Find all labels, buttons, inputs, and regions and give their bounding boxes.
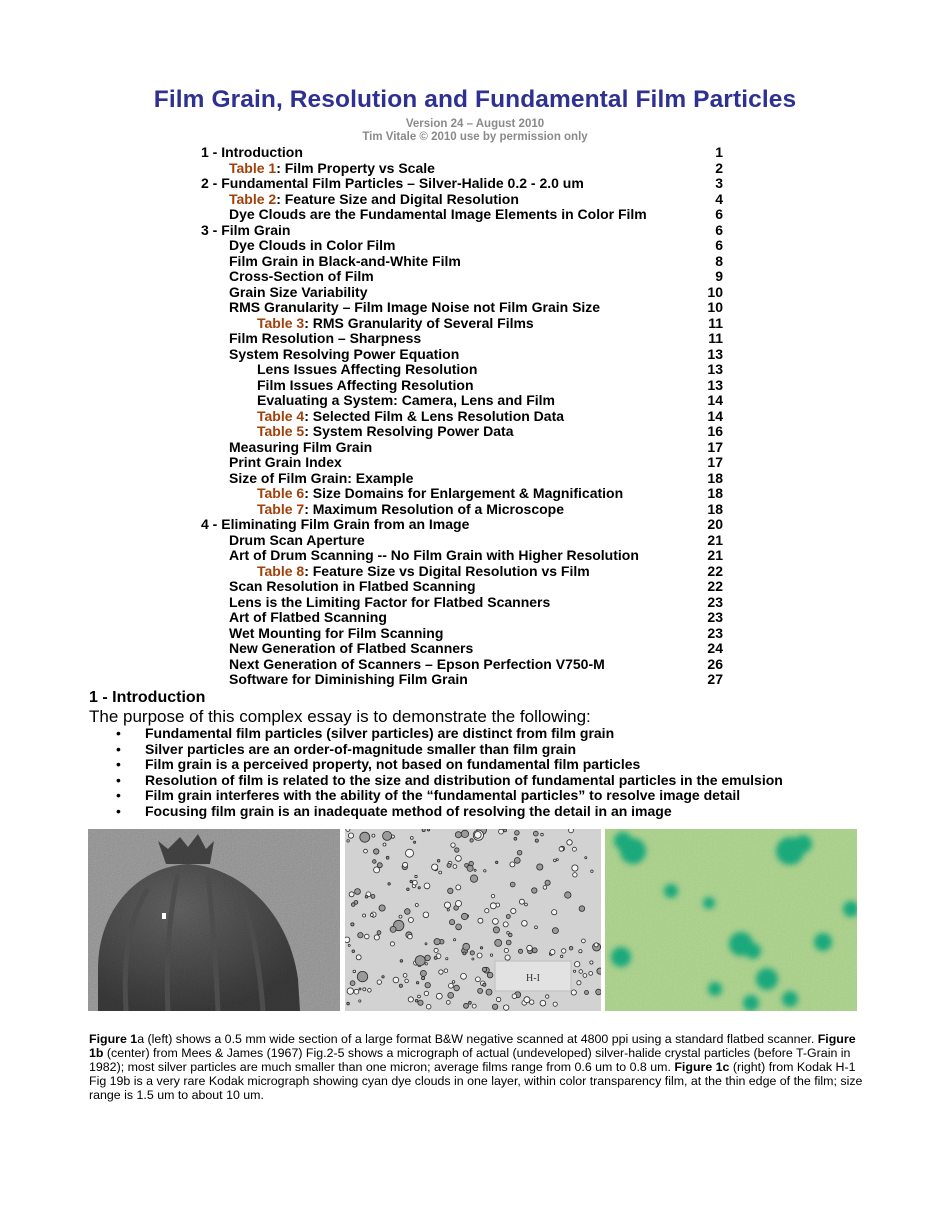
toc-page-number: 16 bbox=[707, 423, 723, 439]
toc-page-number: 9 bbox=[715, 268, 723, 284]
bullet-item: • Fundamental film particles (silver particles) are distinct from film grain bbox=[116, 726, 876, 742]
toc-entry bbox=[201, 595, 723, 611]
toc-page-number: 21 bbox=[707, 531, 723, 548]
caption-fig1c-label: Figure 1c bbox=[674, 1060, 730, 1074]
toc-entry bbox=[201, 300, 723, 316]
toc-entry-text: : Film Property vs Scale bbox=[276, 159, 435, 176]
toc-entry-text: Print Grain Index bbox=[229, 454, 342, 470]
toc-page-number: 3 bbox=[715, 175, 723, 191]
toc-page-number: 26 bbox=[707, 655, 723, 672]
toc-entry-text: Dye Clouds in Color Film bbox=[229, 237, 396, 253]
toc-entry bbox=[201, 548, 723, 564]
bullet-item: • Silver particles are an order-of-magnitude smaller than film grain bbox=[116, 742, 876, 758]
toc-entry bbox=[201, 409, 723, 425]
figure-1b-silver-halide-micrograph bbox=[345, 829, 601, 1011]
toc-entry bbox=[201, 564, 723, 580]
caption-part1: (left) shows a 0.5 mm wide section of a large format B&W negative scanned at 4800 ppi using a standard flatbed scanner. bbox=[144, 1032, 818, 1046]
toc-page-number: 23 bbox=[707, 624, 723, 641]
toc-entry-text: System Resolving Power Equation bbox=[229, 345, 460, 362]
caption-part3: (right) from Kodak H-1 Fig 19b is a very rare Kodak micrograph showing cyan dye clouds in one layer, within color transparency film, at the thin edge of the film; size range is 1.5 um to about 10 um. bbox=[89, 1060, 863, 1102]
bullet-item: • Film grain interferes with the ability of the “fundamental particles” to resolve image detail bbox=[116, 788, 876, 804]
toc-table-ref: Table 1 bbox=[229, 159, 277, 176]
toc-entry-text: Next Generation of Scanners – Epson Perfection V750-M bbox=[229, 655, 605, 672]
toc-entry-text: Drum Scan Aperture bbox=[229, 531, 365, 548]
toc-entry-text: Software for Diminishing Film Grain bbox=[229, 671, 468, 687]
caption-part2: (center) from Mees & James (1967) Fig.2-5 shows a micrograph of actual (undeveloped) silver-halide crystal particles (before T-Grain in 1982); most silver particles are much smaller than one micron; average films range from 0.6 um to 0.8 um. bbox=[89, 1046, 851, 1074]
toc-entry bbox=[201, 285, 723, 301]
toc-page-number: 24 bbox=[707, 640, 723, 656]
toc-entry bbox=[201, 347, 723, 363]
toc-page-number: 22 bbox=[707, 562, 723, 579]
toc-entry-text: : RMS Granularity of Several Films bbox=[304, 314, 534, 331]
toc-page-number: 14 bbox=[707, 407, 723, 424]
toc-entry-text: Cross-Section of Film bbox=[229, 268, 374, 284]
toc-table-ref: Table 8 bbox=[257, 562, 305, 579]
toc-entry bbox=[201, 362, 723, 378]
toc-entry bbox=[201, 517, 723, 533]
toc-page-number: 22 bbox=[707, 578, 723, 594]
toc-page-number: 4 bbox=[715, 190, 723, 207]
toc-entry-text: Lens is the Limiting Factor for Flatbed Scanners bbox=[229, 593, 551, 610]
toc-page-number: 11 bbox=[708, 314, 723, 331]
toc-entry bbox=[201, 254, 723, 270]
figure-1c-cyan-dye-clouds bbox=[605, 829, 857, 1011]
toc-entry bbox=[201, 672, 723, 688]
toc-entry bbox=[201, 145, 723, 161]
toc-page-number: 18 bbox=[707, 500, 723, 517]
author-line: Tim Vitale © 2010 use by permission only bbox=[362, 131, 588, 143]
toc-entry bbox=[201, 641, 723, 657]
toc-entry-text: : System Resolving Power Data bbox=[304, 423, 514, 439]
caption-fig1b-label: Figure 1b bbox=[89, 1032, 856, 1060]
toc-page-number: 6 bbox=[715, 221, 723, 238]
toc-entry-text: Lens Issues Affecting Resolution bbox=[257, 361, 478, 377]
toc-entry bbox=[201, 471, 723, 487]
bullet-item: • Resolution of film is related to the size and distribution of fundamental particles in the emulsion bbox=[116, 773, 876, 789]
toc-entry bbox=[201, 161, 723, 177]
toc-entry bbox=[201, 424, 723, 440]
toc-page-number: 21 bbox=[707, 547, 723, 563]
toc-entry-text: 2 - Fundamental Film Particles – Silver-Halide 0.2 - 2.0 um bbox=[201, 175, 584, 191]
toc-page-number: 20 bbox=[707, 516, 723, 532]
toc-page-number: 18 bbox=[707, 485, 723, 501]
toc-entry-text: RMS Granularity – Film Image Noise not Film Grain Size bbox=[229, 299, 601, 315]
bullet-list bbox=[116, 726, 876, 820]
toc-page-number: 13 bbox=[707, 345, 723, 362]
figure-caption bbox=[89, 1032, 869, 1102]
scale-bar-label: H-I bbox=[526, 973, 540, 984]
toc-entry bbox=[201, 657, 723, 673]
toc-entry bbox=[201, 486, 723, 502]
toc-entry bbox=[201, 207, 723, 223]
toc-entry-text: 4 - Eliminating Film Grain from an Image bbox=[201, 516, 470, 532]
toc-table-ref: Table 3 bbox=[257, 314, 305, 331]
toc-entry-text: Wet Mounting for Film Scanning bbox=[229, 624, 444, 641]
toc-page-number: 10 bbox=[707, 299, 723, 315]
toc-entry-text: Dye Clouds are the Fundamental Image Elements in Color Film bbox=[229, 206, 647, 222]
toc-table-ref: Table 6 bbox=[257, 485, 305, 501]
toc-entry bbox=[201, 269, 723, 285]
toc-page-number: 13 bbox=[707, 376, 723, 393]
toc-entry-text: Art of Flatbed Scanning bbox=[229, 609, 387, 625]
toc-entry-text: New Generation of Flatbed Scanners bbox=[229, 640, 474, 656]
toc-entry-text: Scan Resolution in Flatbed Scanning bbox=[229, 578, 476, 594]
toc-entry bbox=[201, 238, 723, 254]
toc-table-ref: Table 2 bbox=[229, 190, 277, 207]
bullet-item: • Film grain is a perceived property, not based on fundamental film particles bbox=[116, 757, 876, 773]
toc-page-number: 6 bbox=[715, 206, 723, 222]
caption-fig1a-suffix: a bbox=[137, 1032, 145, 1046]
toc-entry-text: : Size Domains for Enlargement & Magnification bbox=[304, 485, 624, 501]
toc-entry-text: Size of Film Grain: Example bbox=[229, 469, 414, 486]
toc-entry-text: Evaluating a System: Camera, Lens and Film bbox=[257, 392, 555, 408]
toc-entry-text: : Maximum Resolution of a Microscope bbox=[304, 500, 565, 517]
toc-page-number: 17 bbox=[707, 438, 723, 455]
toc-entry bbox=[201, 176, 723, 192]
table-of-contents bbox=[201, 145, 723, 688]
document-title: Film Grain, Resolution and Fundamental Film Particles bbox=[153, 86, 797, 113]
toc-page-number: 8 bbox=[715, 252, 723, 269]
toc-entry-text: Film Resolution – Sharpness bbox=[229, 330, 422, 346]
toc-page-number: 18 bbox=[707, 469, 723, 486]
toc-entry bbox=[201, 579, 723, 595]
version-line: Version 24 – August 2010 bbox=[405, 118, 545, 130]
toc-entry-text: : Feature Size and Digital Resolution bbox=[276, 190, 519, 207]
section-heading: 1 - Introduction bbox=[89, 689, 206, 706]
toc-entry bbox=[201, 610, 723, 626]
toc-entry bbox=[201, 316, 723, 332]
toc-entry bbox=[201, 440, 723, 456]
intro-paragraph: The purpose of this complex essay is to demonstrate the following: bbox=[89, 707, 591, 726]
toc-entry bbox=[201, 192, 723, 208]
toc-page-number: 13 bbox=[707, 361, 723, 377]
toc-page-number: 23 bbox=[707, 593, 723, 610]
toc-entry-text: Film Grain in Black-and-White Film bbox=[229, 252, 461, 269]
toc-page-number: 6 bbox=[715, 237, 723, 253]
toc-entry-text: Grain Size Variability bbox=[229, 283, 368, 300]
toc-entry bbox=[201, 455, 723, 471]
bullet-item: • Focusing film grain is an inadequate method of resolving the detail in an image bbox=[116, 804, 876, 820]
toc-page-number: 10 bbox=[707, 283, 723, 300]
toc-page-number: 23 bbox=[707, 609, 723, 625]
toc-page-number: 2 bbox=[715, 159, 723, 176]
toc-page-number: 27 bbox=[707, 671, 723, 687]
toc-entry-text: Measuring Film Grain bbox=[229, 438, 373, 455]
toc-entry-text: : Selected Film & Lens Resolution Data bbox=[304, 407, 565, 424]
toc-page-number: 1 bbox=[715, 144, 723, 160]
toc-page-number: 17 bbox=[707, 454, 723, 470]
toc-page-number: 11 bbox=[708, 330, 723, 346]
toc-entry bbox=[201, 331, 723, 347]
toc-table-ref: Table 5 bbox=[257, 423, 305, 439]
toc-entry bbox=[201, 223, 723, 239]
toc-entry-text: Art of Drum Scanning -- No Film Grain with Higher Resolution bbox=[229, 547, 639, 563]
figure-1a-bw-negative bbox=[88, 829, 340, 1011]
toc-page-number: 14 bbox=[707, 392, 723, 408]
toc-entry bbox=[201, 626, 723, 642]
toc-entry bbox=[201, 502, 723, 518]
caption-fig1a-label: Figure 1 bbox=[89, 1032, 138, 1046]
toc-entry-text: 3 - Film Grain bbox=[201, 221, 291, 238]
toc-entry-text: : Feature Size vs Digital Resolution vs Film bbox=[304, 562, 590, 579]
toc-table-ref: Table 7 bbox=[257, 500, 305, 517]
toc-entry-text: 1 - Introduction bbox=[201, 144, 303, 160]
toc-entry bbox=[201, 393, 723, 409]
toc-entry-text: Film Issues Affecting Resolution bbox=[257, 376, 474, 393]
toc-entry bbox=[201, 378, 723, 394]
toc-table-ref: Table 4 bbox=[257, 407, 305, 424]
toc-entry bbox=[201, 533, 723, 549]
